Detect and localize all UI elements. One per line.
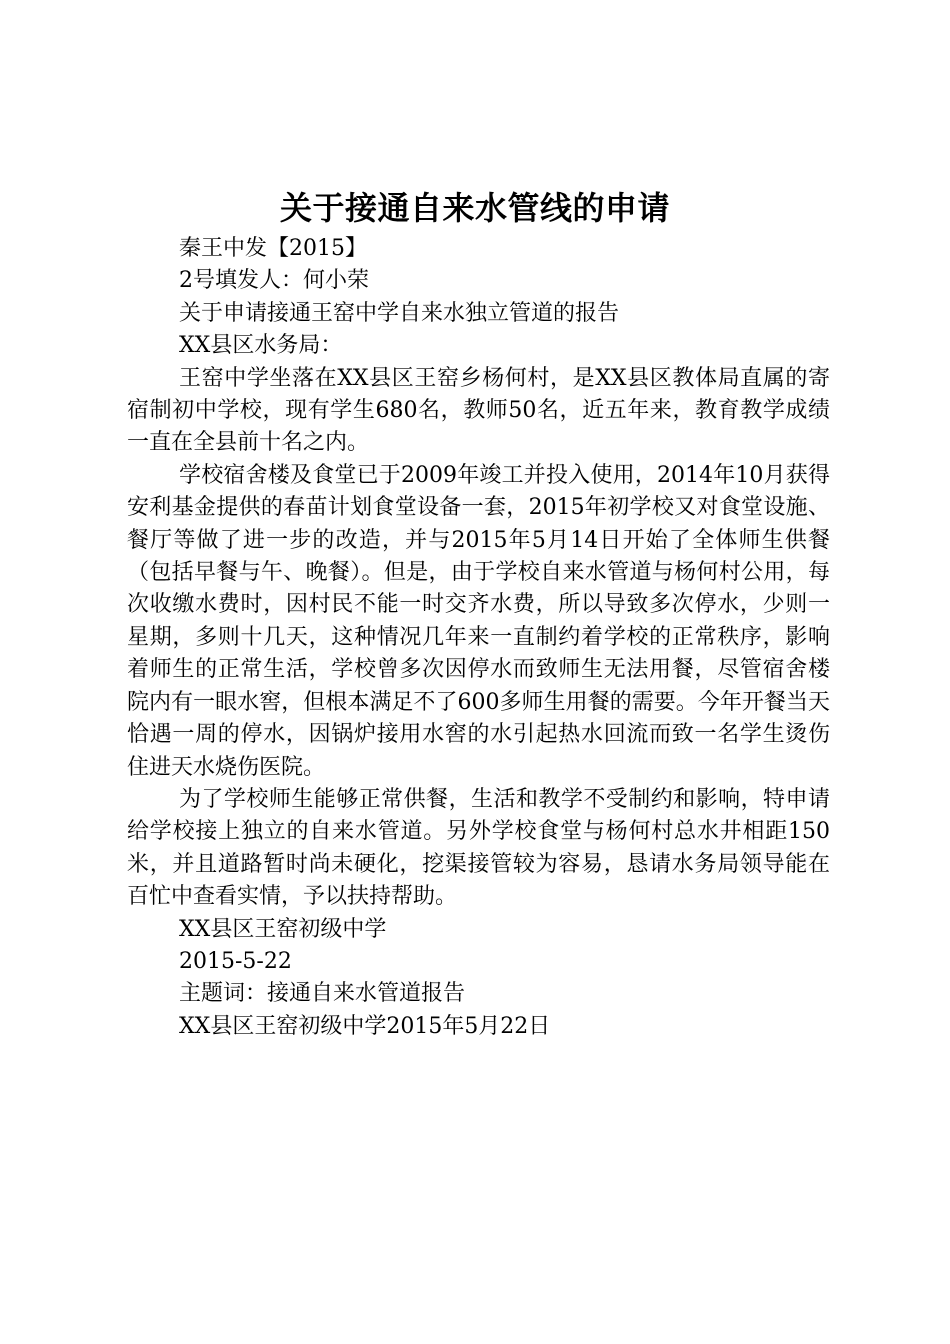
footer-line: XX县区王窑初级中学2015年5月22日 — [179, 1013, 551, 1039]
date: 2015-5-22 — [179, 948, 292, 974]
document-body — [127, 233, 830, 1043]
report-title: 关于申请接通王窑中学自来水独立管道的报告 — [179, 300, 620, 326]
doc-number: 秦王中发【2015】 — [179, 236, 367, 261]
paragraph-2: 学校宿舍楼及食堂已于2009年竣工并投入使用，2014年10月获得安利基金提供的春苗计划食堂设备一套，2015年初学校又对食堂设施、餐厅等做了进一步的改造，并与2015年5月14日开始了全体师生供餐（包括早餐与午、晚餐）。但是，由于学校自来水管道与杨何村公用，每次收缴水费时，因村民不能一时交齐水费，所以导致多次停水，少则一星期，多则十几天，这种情况几年来一直制约着学校的正常秩序，影响着师生的正常生活，学校曾多次因停水而致师生无法用餐，尽管宿舍楼院内有一眼水窖，但根本满足不了600多师生用餐的需要。今年开餐当天恰遇一周的停水，因锅炉接用水窖的水引起热水回流而致一名学生烫伤住进天水烧伤医院。 — [127, 462, 830, 780]
recipient: XX县区水务局： — [179, 333, 343, 359]
paragraph-3: 为了学校师生能够正常供餐，生活和教学不受制约和影响，特申请给学校接上独立的自来水管道。另外学校食堂与杨何村总水井相距150米，并且道路暂时尚未硬化，挖渠接管较为容易，恳请水务局领导能在百忙中查看实情，予以扶持帮助。 — [127, 786, 830, 910]
issuer-line: 2号填发人：何小荣 — [179, 268, 369, 294]
signature: XX县区王窑初级中学 — [179, 916, 387, 942]
document-title: 关于接通自来水管线的申请 — [279, 189, 670, 227]
paragraph-1: 王窑中学坐落在XX县区王窑乡杨何村，是XX县区教体局直属的寄宿制初中学校，现有学生680名，教师50名，近五年来，教育教学成绩一直在全县前十名之内。 — [127, 365, 830, 456]
keywords: 主题词：接通自来水管道报告 — [179, 981, 466, 1007]
